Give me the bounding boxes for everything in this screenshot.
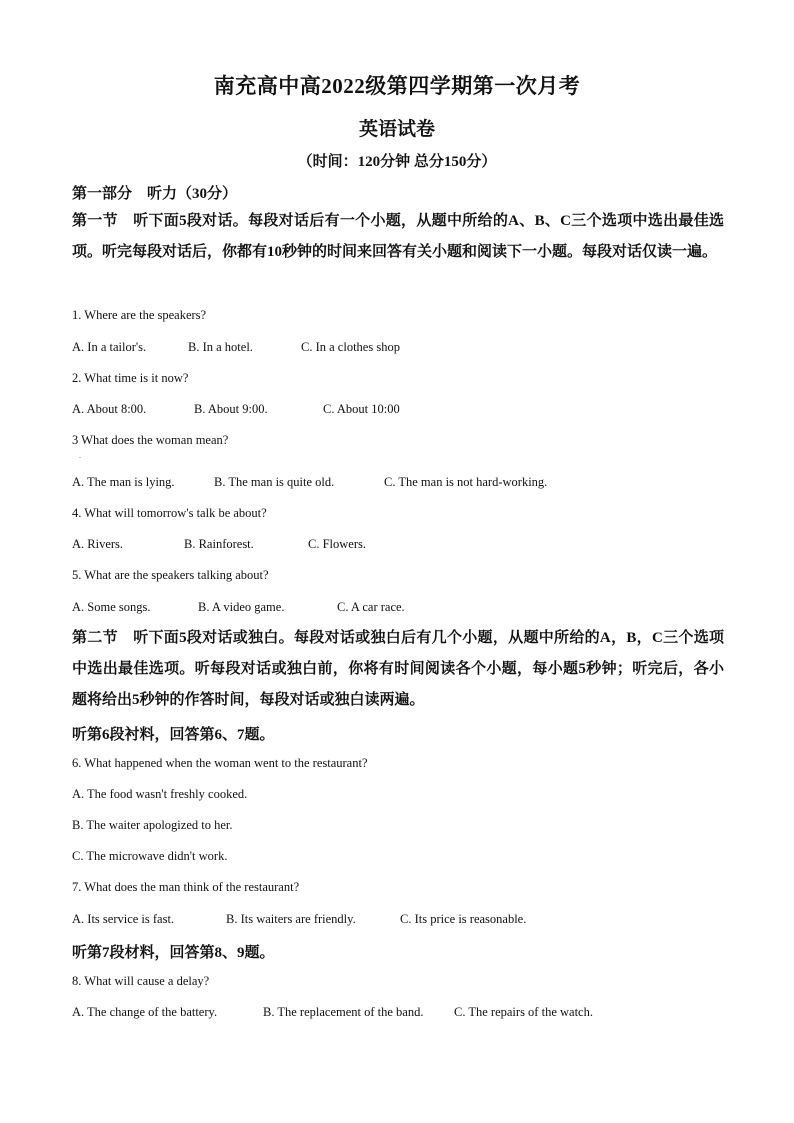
exam-time-info: （时间：120分钟 总分150分） [297,154,497,170]
section1-instructions: 第一节 听下面5段对话。每段对话后有一个小题，从题中所给的A、B、C三个选项中选出最佳选项。听完每段对话后，你都有10秒钟的时间来回答有关小题和阅读下一小题。每段对话仅读一遍。 [72,213,724,260]
question-1-option-a: A. In a tailor's. [72,340,147,354]
question-6-stem: 6. What happened when the woman went to the restaurant? [72,756,368,770]
question-3-option-a: A. The man is lying. [72,475,175,489]
question-3-option-b: B. The man is quite old. [214,475,335,489]
exam-title: 南充高中高2022级第四学期第一次月考 [213,74,581,98]
question-8-option-c: C. The repairs of the watch. [454,1005,593,1019]
question-6-option-a: A. The food wasn't freshly cooked. [72,787,248,801]
stray-dot: . [79,451,81,460]
question-4-option-a: A. Rivers. [72,537,124,551]
question-7-stem: 7. What does the man think of the restaurant? [72,880,300,894]
question-1-options [72,340,400,355]
question-8-option-b: B. The replacement of the band. [263,1005,424,1019]
question-3-option-c: C. The man is not hard-working. [384,475,548,489]
question-8-option-a: A. The change of the battery. [72,1005,218,1019]
question-8-stem: 8. What will cause a delay? [72,974,210,988]
question-4-options [72,537,366,552]
question-2-stem: 2. What time is it now? [72,371,189,385]
question-5-option-a: A. Some songs. [72,600,151,614]
question-3-stem: 3 What does the woman mean? [72,433,229,447]
question-7-option-b: B. Its waiters are friendly. [226,912,356,926]
question-2-option-a: A. About 8:00. [72,402,147,416]
section2-instructions: 第二节 听下面5段对话或独白。每段对话或独白后有几个小题，从题中所给的A，B，C三个选项中选出最佳选项。听每段对话或独白前，你将有时间阅读各个小题，每小题5秒钟；听完后，各小题将给出5秒钟的作答时间，每段对话或独白读两遍。 [72,630,724,708]
question-1-option-b: B. In a hotel. [188,340,253,354]
question-5-option-b: B. A video game. [198,600,285,614]
question-6-option-b: B. The waiter apologized to her. [72,818,233,832]
question-1-stem: 1. Where are the speakers? [72,308,207,322]
question-2-options [72,402,400,417]
question-6-option-c: C. The microwave didn't work. [72,849,228,863]
question-5-stem: 5. What are the speakers talking about? [72,568,269,582]
part1-heading: 第一部分 听力（30分） [72,186,238,202]
question-7-option-c: C. Its price is reasonable. [400,912,527,926]
question-3-options [72,475,547,490]
question-2-option-b: B. About 9:00. [194,402,268,416]
question-7-options [72,912,526,927]
question-8-options [72,1005,593,1020]
material-6-note: 听第6段衬料，回答第6、7题。 [72,727,275,743]
question-4-stem: 4. What will tomorrow's talk be about? [72,506,267,520]
exam-subject: 英语试卷 [358,119,435,140]
question-4-option-c: C. Flowers. [308,537,366,551]
question-7-option-a: A. Its service is fast. [72,912,175,926]
question-1-option-c: C. In a clothes shop [301,340,400,354]
question-5-options [72,600,405,615]
question-2-option-c: C. About 10:00 [323,402,400,416]
material-7-note: 听第7段材料，回答第8、9题。 [72,945,275,961]
question-4-option-b: B. Rainforest. [184,537,254,551]
question-5-option-c: C. A car race. [337,600,405,614]
